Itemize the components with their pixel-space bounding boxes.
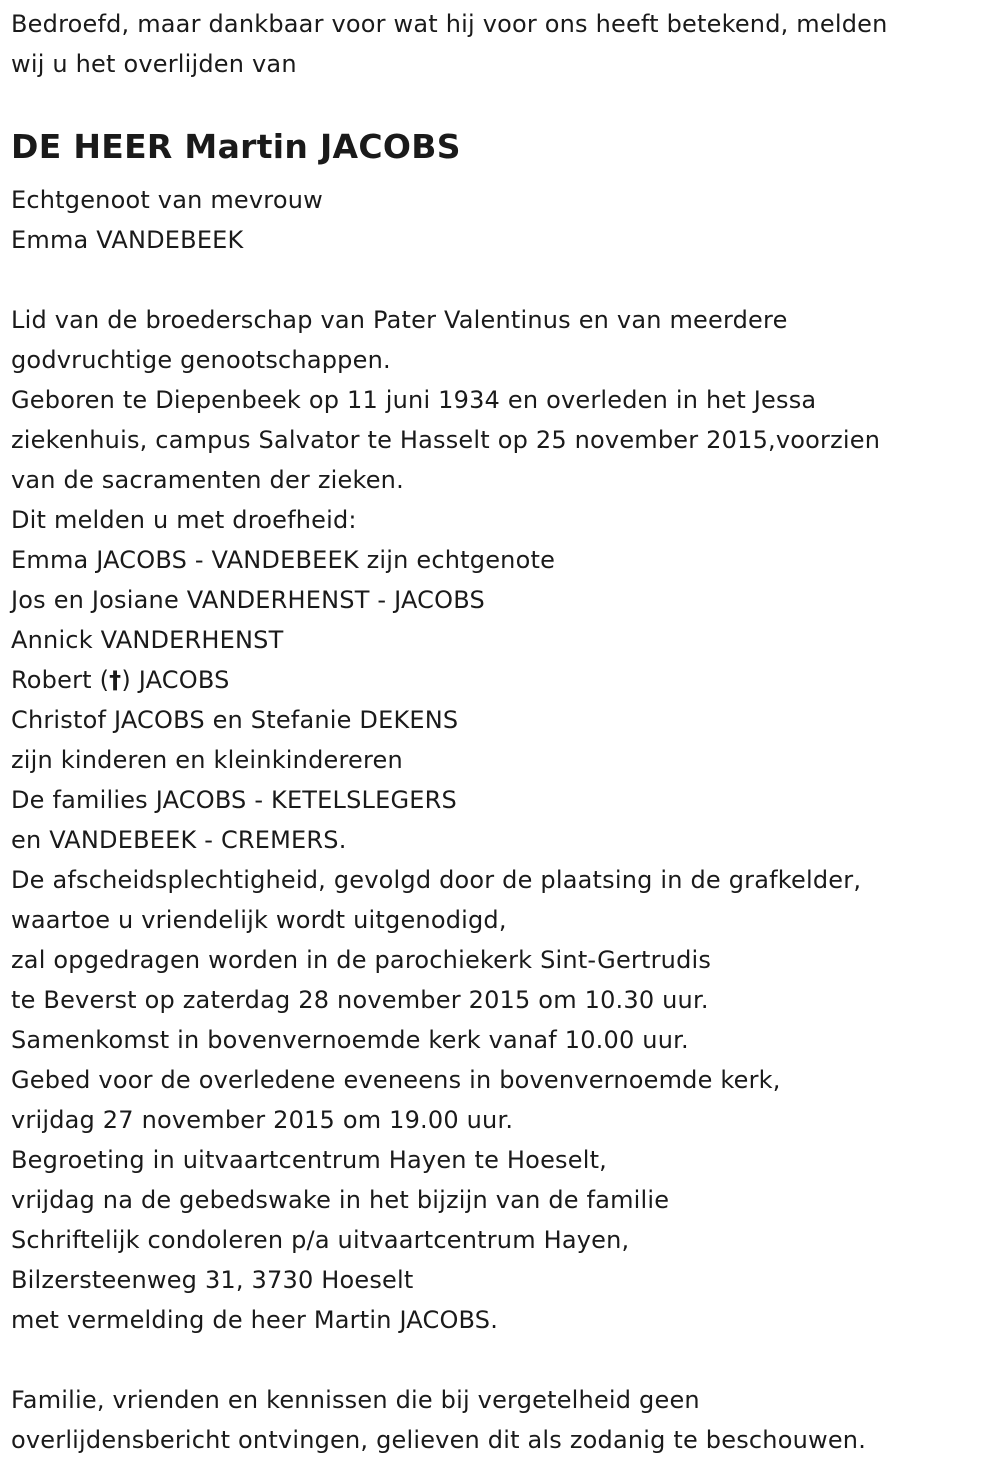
body-line: Dit melden u met droefheid:	[11, 506, 357, 534]
body-line: Bilzersteenweg 31, 3730 Hoeselt	[11, 1266, 414, 1294]
body-line: De afscheidsplechtigheid, gevolgd door de plaatsing in de grafkelder,	[11, 866, 862, 894]
closing-line: overlijdensbericht ontvingen, gelieven dit als zodanig te beschouwen.	[11, 1426, 867, 1454]
deceased-name: DE HEER Martin JACOBS	[11, 127, 461, 166]
body-line: Lid van de broederschap van Pater Valentinus en van meerdere	[11, 306, 788, 334]
body-line: Gebed voor de overledene eveneens in bovenvernoemde kerk,	[11, 1066, 781, 1094]
intro-line: wij u het overlijden van	[11, 50, 297, 78]
spouse-line: Echtgenoot van mevrouw	[11, 186, 323, 214]
body-line: Schriftelijk condoleren p/a uitvaartcentrum Hayen,	[11, 1226, 630, 1254]
family-member: Annick VANDERHENST	[11, 626, 284, 654]
obituary-notice	[11, 4, 991, 1460]
body-line: vrijdag 27 november 2015 om 19.00 uur.	[11, 1106, 514, 1134]
body-line: ziekenhuis, campus Salvator te Hasselt op 25 november 2015,voorzien	[11, 426, 881, 454]
robert-prefix: Robert (	[11, 666, 110, 694]
body-line: vrijdag na de gebedswake in het bijzijn van de familie	[11, 1186, 670, 1214]
body-line: te Beverst op zaterdag 28 november 2015 om 10.30 uur.	[11, 986, 709, 1014]
body-line: zijn kinderen en kleinkindereren	[11, 746, 403, 774]
intro-line: Bedroefd, maar dankbaar voor wat hij voor ons heeft betekend, melden	[11, 10, 888, 38]
closing-line: Familie, vrienden en kennissen die bij vergetelheid geen	[11, 1386, 700, 1414]
body-line: Begroeting in uitvaartcentrum Hayen te Hoeselt,	[11, 1146, 608, 1174]
body-line: waartoe u vriendelijk wordt uitgenodigd,	[11, 906, 507, 934]
body-line: en VANDEBEEK - CREMERS.	[11, 826, 347, 854]
body-line: zal opgedragen worden in de parochiekerk Sint-Gertrudis	[11, 946, 712, 974]
spouse-name: Emma VANDEBEEK	[11, 226, 244, 254]
spacer	[11, 1340, 991, 1380]
body-line: De families JACOBS - KETELSLEGERS	[11, 786, 457, 814]
body-line: godvruchtige genootschappen.	[11, 346, 391, 374]
family-member-robert	[11, 660, 991, 700]
body-line: Samenkomst in bovenvernoemde kerk vanaf 10.00 uur.	[11, 1026, 689, 1054]
body-line: met vermelding de heer Martin JACOBS.	[11, 1306, 499, 1334]
robert-suffix: ) JACOBS	[121, 666, 230, 694]
family-member: Christof JACOBS en Stefanie DEKENS	[11, 706, 459, 734]
cross-icon: †	[109, 666, 122, 694]
family-member: Emma JACOBS - VANDEBEEK zijn echtgenote	[11, 546, 556, 574]
spacer	[11, 260, 991, 300]
body-line: van de sacramenten der zieken.	[11, 466, 404, 494]
family-member: Jos en Josiane VANDERHENST - JACOBS	[11, 586, 485, 614]
body-line: Geboren te Diepenbeek op 11 juni 1934 en overleden in het Jessa	[11, 386, 817, 414]
